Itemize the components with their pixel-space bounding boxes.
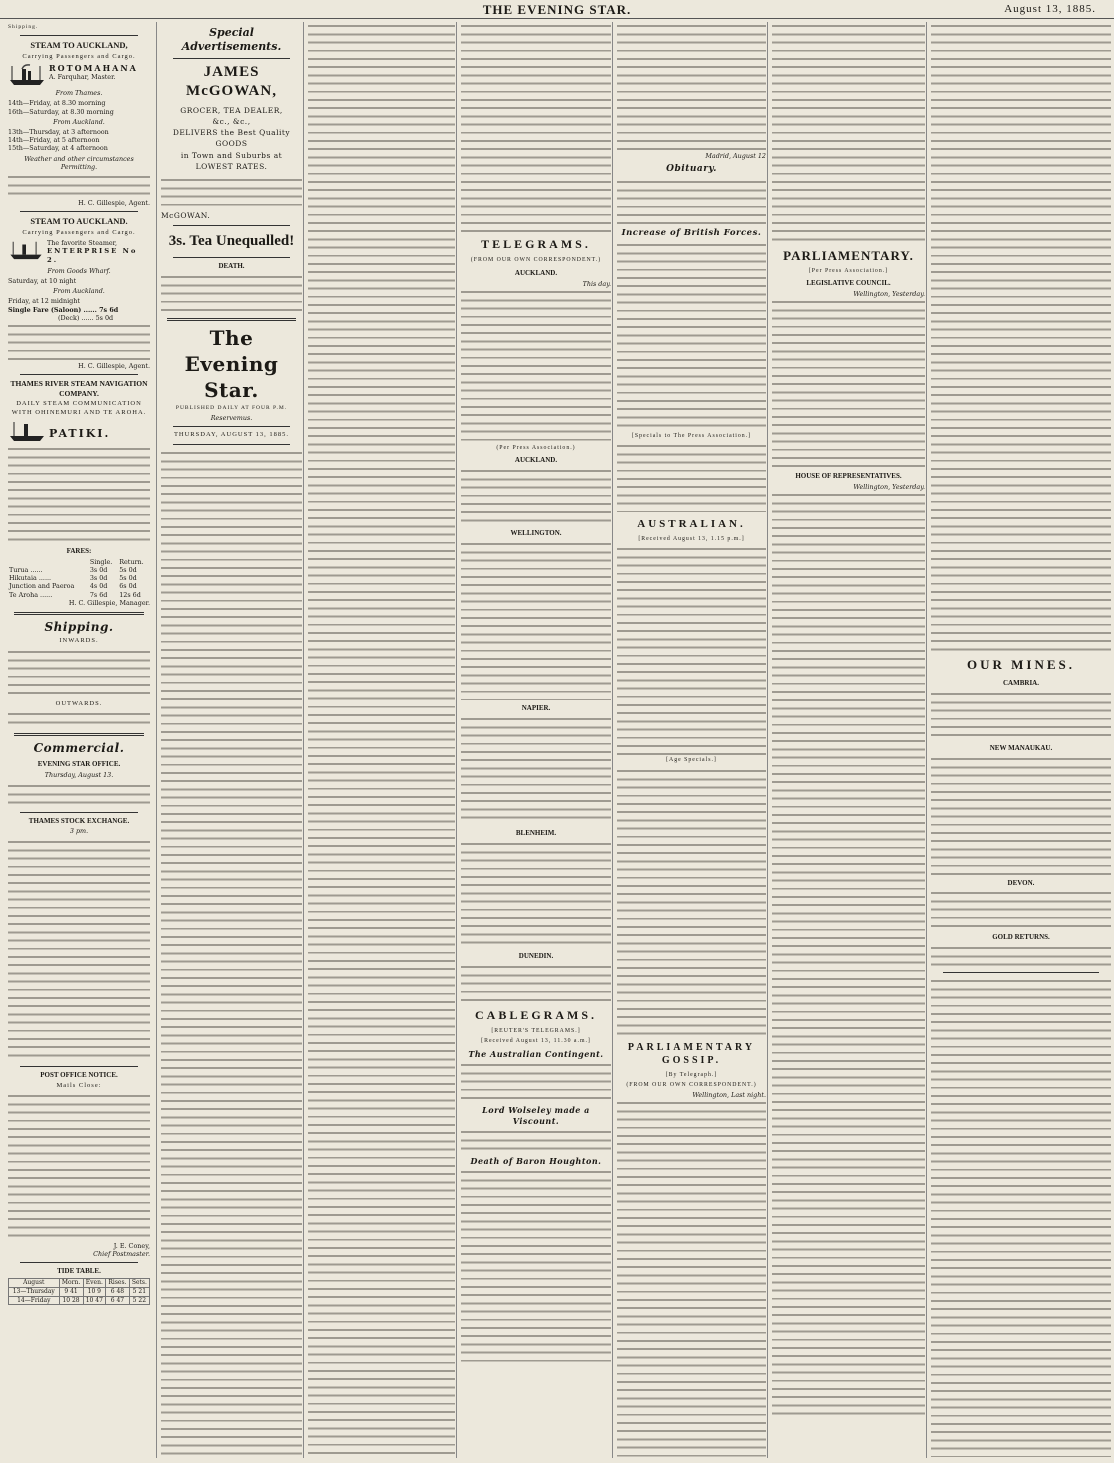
local-news-text — [308, 22, 455, 1458]
ad-river-navigation-sub: DAILY STEAM COMMUNICATION WITH OHINEMURI AND TE AROHA. — [11, 400, 147, 416]
british-forces-heading: Increase of British Forces. — [621, 227, 762, 238]
from-thames: From Thames. — [55, 89, 103, 98]
tide-header-cell: Even. — [83, 1279, 106, 1288]
advertiser-name: JAMES McGOWAN, — [186, 64, 277, 100]
mcgowan-advert — [161, 63, 302, 221]
fares-header-cell: Single. — [89, 557, 113, 566]
politics-text — [772, 22, 925, 242]
inwards-text-block — [8, 648, 150, 698]
weather-notice: Weather and other circumstances Permitting. — [24, 154, 134, 171]
tide-cell: 13—Thursday — [9, 1287, 60, 1296]
misc-notices-text — [931, 977, 1111, 1457]
tide-header-cell: August — [9, 1279, 60, 1288]
divider — [20, 374, 138, 375]
tide-header-cell: Morn. — [59, 1279, 83, 1288]
inwards-label: INWARDS. — [59, 637, 99, 645]
fares-cell: 7s 6d — [89, 590, 108, 599]
obituary-heading: Obituary. — [666, 164, 717, 175]
notice-text-block — [8, 322, 150, 362]
shipping-heading: Shipping. — [44, 620, 114, 635]
tide-header-row — [9, 1279, 150, 1288]
advert-line: &c., &c., — [212, 116, 251, 126]
mine-report — [931, 889, 1111, 929]
divider — [14, 612, 144, 615]
steamship-icon — [8, 239, 44, 261]
ad-river-navigation-title: THAMES RIVER STEAM NAVIGATION COMPANY. — [10, 379, 148, 398]
tea-advert: 3s. Tea Unequalled! — [168, 233, 295, 250]
telegrams-heading: TELEGRAMS. — [481, 237, 591, 251]
dateline-place: WELLINGTON. — [510, 529, 562, 538]
tide-cell: 5 22 — [129, 1296, 149, 1305]
steamship-icon — [8, 63, 46, 87]
australian-heading: AUSTRALIAN. — [637, 517, 746, 530]
newspaper-title: THE EVENING STAR. — [482, 2, 632, 17]
fares-cell: 4s 0d — [89, 582, 108, 591]
ad-steam-auckland-sub: Carrying Passengers and Cargo. — [22, 52, 136, 60]
death-notice-text — [161, 273, 302, 313]
parliamentary-heading: PARLIAMENTARY. — [783, 248, 914, 263]
fares-row — [8, 591, 150, 599]
fares-cell: 3s 0d — [89, 574, 108, 583]
shipping-top-label: Shipping. — [8, 24, 39, 30]
ad-steam-auckland-title: STEAM TO AUCKLAND, — [30, 40, 128, 51]
mails-close-label: Mails Close: — [56, 1081, 102, 1089]
dateline-time: Wellington, Yesterday. — [853, 483, 925, 492]
schedule-text-block — [8, 445, 150, 543]
divider — [173, 257, 290, 258]
press-association-label: [Per Press Association.] — [808, 267, 889, 274]
column-advertisements-leader — [156, 22, 306, 1458]
mine-name: DEVON. — [1007, 878, 1035, 887]
fares-cell: 5s 0d — [119, 574, 137, 583]
masthead — [0, 0, 1114, 19]
cable-heading: Lord Wolseley made a Viscount. — [482, 1105, 590, 1126]
house-text — [772, 491, 925, 1421]
fare-line: (Deck) ...... 5s 0d — [58, 313, 114, 322]
outwards-text-block — [8, 710, 150, 728]
stock-quotations-block — [8, 838, 150, 1062]
fares-row — [8, 574, 150, 582]
divider — [173, 58, 290, 59]
ship-intro: The favorite Steamer, — [47, 239, 118, 248]
column-shipping — [8, 22, 154, 1458]
fares-cell: 6s 0d — [119, 582, 137, 591]
mine-report — [931, 755, 1111, 875]
gold-returns-heading: GOLD RETURNS. — [992, 933, 1050, 942]
dateline-place: AUCKLAND. — [514, 268, 558, 277]
press-association-label: (Per Press Association.) — [496, 444, 576, 451]
ship-name: ENTERPRISE No 2. — [47, 247, 138, 265]
divider — [20, 1262, 138, 1263]
column-local-news — [303, 22, 459, 1458]
fares-cell: 5s 0d — [119, 566, 137, 575]
schedule-line: 13th—Thursday, at 3 afternoon — [8, 127, 109, 136]
telegram-text — [461, 288, 611, 443]
received-line: [Received August 13, 11.30 a.m.] — [481, 1037, 591, 1044]
column-mines — [926, 22, 1111, 1458]
cable-sub: [REUTER'S TELEGRAMS.] — [491, 1028, 581, 1035]
fares-cell: 12s 6d — [119, 590, 141, 599]
cable-text — [617, 442, 766, 512]
divider — [173, 225, 290, 226]
schedule-line: Saturday, at 10 night — [8, 277, 77, 286]
agent-signature: H. C. Gillespie, Agent. — [78, 198, 150, 207]
agent-signature: H. C. Gillespie, Agent. — [78, 361, 150, 370]
telegrams-sub: (FROM OUR OWN CORRESPONDENT.) — [470, 257, 602, 264]
telegram-text — [461, 467, 611, 525]
from-auckland: From Auckland. — [53, 117, 105, 126]
fares-label: FARES: — [66, 546, 92, 555]
post-office-heading: POST OFFICE NOTICE. — [40, 1070, 118, 1079]
parliamentary-gossip-heading: PARLIAMENTARY GOSSIP. — [627, 1041, 756, 1066]
advert-signature: McGOWAN. — [161, 211, 211, 221]
leader-date: THURSDAY, AUGUST 13, 1885. — [173, 431, 290, 439]
leader-article-text — [161, 449, 302, 1458]
cablegrams-heading: CABLEGRAMS. — [474, 1008, 597, 1023]
gossip-sub: (FROM OUR OWN CORRESPONDENT.) — [626, 1081, 757, 1088]
column-politics — [767, 22, 929, 1458]
house-text-continued — [931, 22, 1111, 652]
dateline-madrid: Madrid, August 12 — [705, 152, 766, 160]
office-date: Thursday, August 13. — [44, 771, 114, 780]
telegram-text — [461, 715, 611, 825]
published-line: PUBLISHED DAILY AT FOUR P.M. — [175, 405, 288, 412]
house-of-representatives-heading: HOUSE OF REPRESENTATIVES. — [795, 472, 902, 481]
cable-text — [617, 22, 766, 152]
tide-table-heading: TIDE TABLE. — [57, 1267, 101, 1276]
advert-line: DELIVERS the Best Quality GOODS — [172, 128, 291, 149]
evening-star-office: EVENING STAR OFFICE. — [37, 760, 121, 769]
fares-cell: Junction and Paeroa — [9, 582, 75, 591]
tide-cell: 14—Friday — [9, 1296, 60, 1305]
advert-line: GROCER, TEA DEALER, — [180, 105, 283, 115]
paper-motto: Reservemus. — [210, 414, 253, 423]
ad-steam-auckland-2-title: STEAM TO AUCKLAND. — [30, 216, 128, 227]
revenue-text-block — [8, 782, 150, 808]
divider — [20, 211, 138, 212]
paper-nameplate: The Evening Star. — [184, 326, 279, 402]
divider — [173, 426, 290, 427]
gossip-text — [617, 1099, 766, 1458]
notice-text-block — [8, 173, 150, 199]
schedule-line: 14th—Friday, at 8.30 morning — [8, 99, 106, 108]
telegram-text — [461, 540, 611, 700]
fares-row — [8, 582, 150, 590]
ship-advert — [8, 419, 150, 443]
special-ads-heading: Special Advertisements. — [181, 26, 282, 54]
schedule-line: 15th—Saturday, at 4 afternoon — [8, 144, 108, 153]
divider — [20, 812, 138, 813]
dateline-time: Wellington, Yesterday. — [853, 289, 925, 298]
ship-advert — [8, 63, 150, 87]
fares-cell: 3s 0d — [89, 566, 108, 575]
telegram-text — [461, 840, 611, 948]
divider — [943, 972, 1099, 973]
cable-text — [617, 767, 766, 1037]
cable-text — [461, 1128, 611, 1152]
advert-body-text — [161, 176, 302, 210]
fares-header-cell — [8, 558, 89, 566]
ad-steam-auckland-2-sub: Carrying Passengers and Cargo. — [22, 228, 136, 236]
cable-text — [617, 545, 766, 755]
schedule-line: 14th—Friday, at 5 afternoon — [8, 136, 100, 145]
dateline-place: AUCKLAND. — [514, 456, 558, 465]
legislative-council-heading: LEGISLATIVE COUNCIL. — [806, 279, 891, 288]
gold-returns-text — [931, 944, 1111, 968]
fares-table — [8, 558, 150, 599]
mine-name: NEW MANAUKAU. — [989, 743, 1053, 752]
dateline-place: DUNEDIN. — [518, 952, 554, 961]
tide-cell: 5 21 — [129, 1287, 149, 1296]
advert-line: in Town and Suburbs at — [180, 150, 283, 160]
cable-heading: Death of Baron Houghton. — [470, 1155, 602, 1166]
dateline-place: BLENHEIM. — [515, 829, 557, 838]
fare-line: Single Fare (Saloon) ...... 7s 6d — [8, 305, 119, 314]
cable-heading: The Australian Contingent. — [468, 1049, 604, 1060]
from-goods-wharf: From Goods Wharf. — [47, 266, 111, 275]
divider — [167, 318, 296, 321]
stock-time: 3 pm. — [69, 827, 89, 836]
tide-cell: 6 48 — [106, 1287, 130, 1296]
divider — [14, 733, 144, 736]
dateline-time: Wellington, Last night. — [692, 1091, 766, 1100]
schedule-line: Friday, at 12 midnight — [8, 297, 80, 306]
mine-report — [931, 690, 1111, 740]
telegram-text — [461, 963, 611, 1003]
tide-header-cell: Sets. — [129, 1279, 149, 1288]
tide-table — [8, 1278, 150, 1305]
fares-row — [8, 566, 150, 574]
death-notice-heading: DEATH. — [218, 262, 245, 271]
tide-row — [9, 1287, 150, 1296]
cable-text — [617, 178, 766, 224]
fares-cell: Te Aroha ...... — [9, 590, 53, 599]
news-text-block — [461, 22, 611, 232]
tide-row — [9, 1296, 150, 1305]
fares-cell: Hikutaia ...... — [9, 574, 52, 583]
dateline-time: This day. — [582, 279, 611, 288]
cable-text — [461, 1168, 611, 1368]
column-cables — [612, 22, 770, 1458]
fares-cell: Turua ...... — [9, 566, 43, 575]
dateline-place: NAPIER. — [521, 704, 551, 713]
tide-cell: 10 47 — [83, 1296, 106, 1305]
age-specials-label: [Age Specials.] — [666, 757, 717, 764]
commercial-heading: Commercial. — [33, 741, 125, 756]
divider — [20, 35, 138, 36]
outwards-label: OUTWARDS. — [55, 699, 103, 707]
postmaster-name: J. E. Coney, — [113, 1241, 150, 1250]
tide-cell: 9 41 — [59, 1287, 83, 1296]
tide-cell: 6 47 — [106, 1296, 130, 1305]
advert-line: LOWEST RATES. — [195, 161, 268, 171]
ship-advert — [8, 239, 150, 265]
steamship-icon — [8, 419, 46, 443]
cable-text — [617, 241, 766, 431]
specials-label: [Specials to The Press Association.] — [631, 432, 752, 439]
our-mines-heading: OUR MINES. — [966, 657, 1075, 672]
tide-cell: 10 9 — [83, 1287, 106, 1296]
from-auckland: From Auckland. — [53, 287, 105, 296]
ship-master: A. Farquhar, Master. — [49, 73, 116, 82]
fares-header-row — [8, 558, 150, 566]
postmaster-title: Chief Postmaster. — [93, 1250, 150, 1259]
by-telegraph-label: [By Telegraph.] — [665, 1072, 718, 1079]
ship-name: PATIKI. — [49, 426, 111, 440]
stock-exchange-heading: THAMES STOCK EXCHANGE. — [28, 816, 130, 825]
divider — [20, 1066, 138, 1067]
tide-cell: 10 28 — [59, 1296, 83, 1305]
tide-header-cell: Rises. — [106, 1279, 130, 1288]
cable-text — [461, 1061, 611, 1101]
manager-signature: H. C. Gillespie, Manager. — [68, 598, 150, 607]
divider — [173, 444, 290, 445]
council-text — [772, 298, 925, 468]
received-line: [Received August 13, 1.15 p.m.] — [638, 536, 745, 543]
issue-date: August 13, 1885. — [1004, 3, 1096, 15]
column-telegrams — [456, 22, 615, 1458]
mails-text-block — [8, 1092, 150, 1242]
ship-name: ROTOMAHANA — [49, 63, 138, 74]
mine-name: CAMBRIA. — [1003, 678, 1039, 687]
fares-header-cell: Return. — [119, 557, 144, 566]
schedule-line: 16th—Saturday, at 8.30 morning — [8, 107, 114, 116]
